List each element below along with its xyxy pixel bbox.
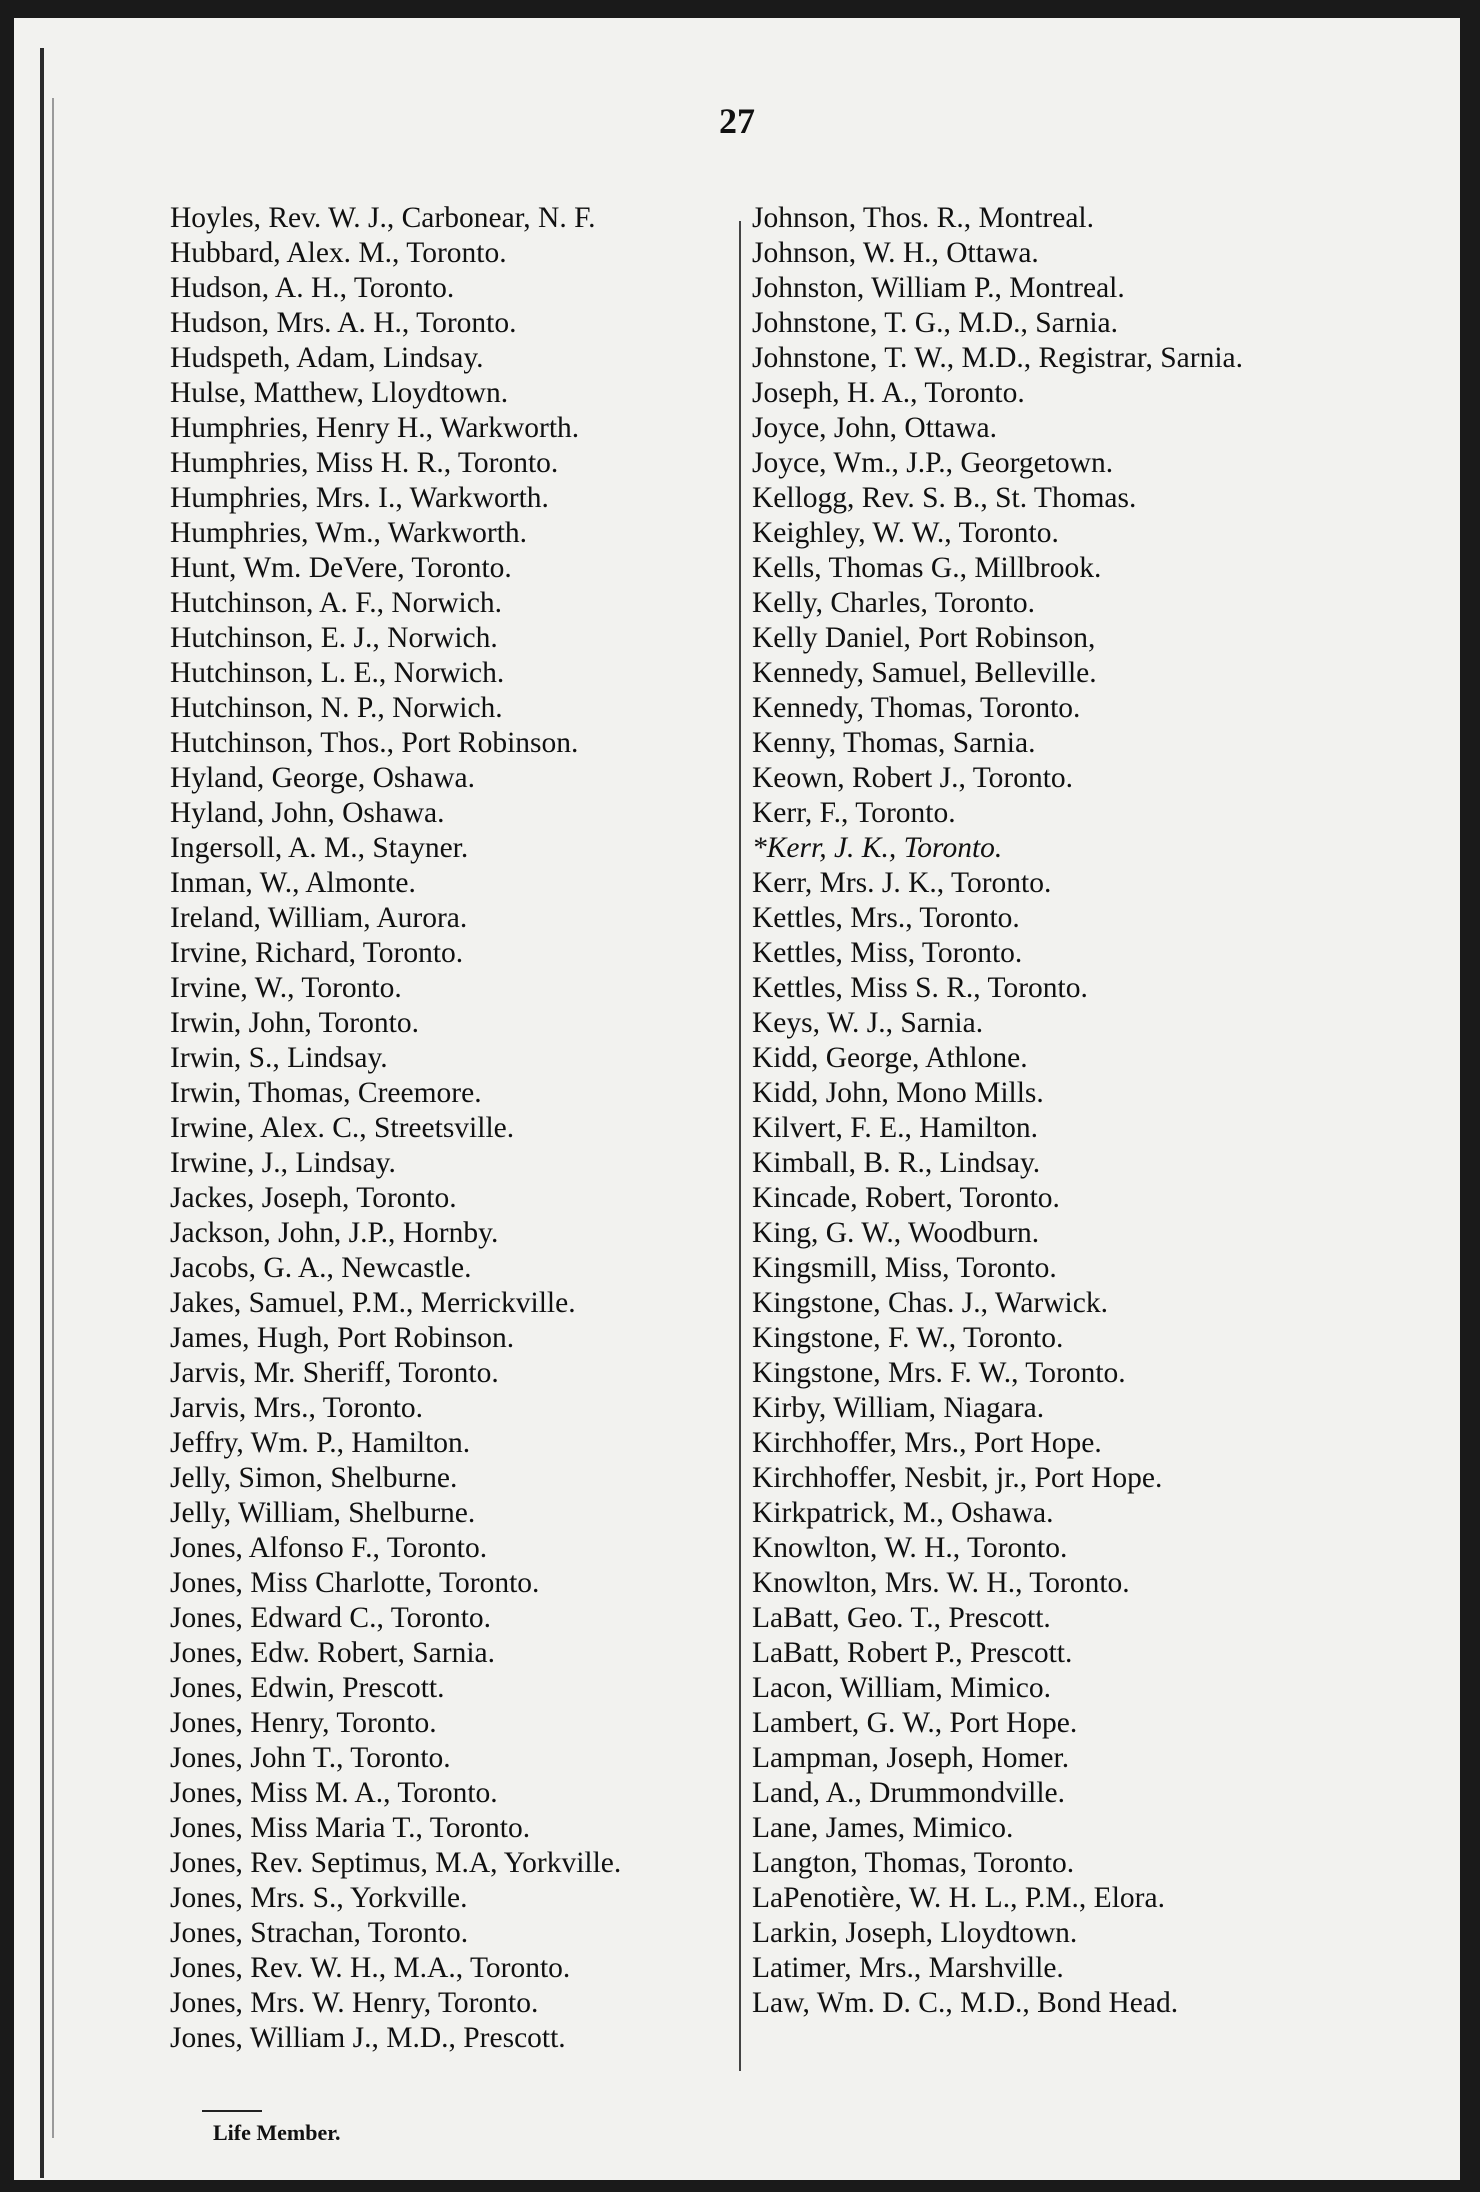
- list-entry: Kingstone, Mrs. F. W., Toronto.: [752, 1357, 1126, 1389]
- list-entry: King, G. W., Woodburn.: [752, 1217, 1040, 1249]
- list-entry: Kelly, Charles, Toronto.: [752, 587, 1036, 619]
- list-entry: Humphries, Wm., Warkworth.: [170, 517, 528, 549]
- list-entry: Land, A., Drummondville.: [752, 1777, 1065, 1809]
- list-entry: Kettles, Mrs., Toronto.: [752, 902, 1020, 934]
- list-entry: Johnstone, T. G., M.D., Sarnia.: [752, 307, 1118, 339]
- list-entry: Joyce, John, Ottawa.: [752, 412, 997, 444]
- list-entry: Humphries, Miss H. R., Toronto.: [170, 447, 559, 479]
- list-entry: Johnstone, T. W., M.D., Registrar, Sarnia.: [752, 342, 1243, 374]
- list-entry: Inman, W., Almonte.: [170, 867, 416, 899]
- list-entry: Kirchhoffer, Mrs., Port Hope.: [752, 1427, 1102, 1459]
- list-entry: Irwine, Alex. C., Streetsville.: [170, 1112, 515, 1144]
- list-entry: Kellogg, Rev. S. B., St. Thomas.: [752, 482, 1137, 514]
- list-entry: Hudspeth, Adam, Lindsay.: [170, 342, 484, 374]
- list-entry: Jeffry, Wm. P., Hamilton.: [170, 1427, 471, 1459]
- list-entry: Jones, Mrs. S., Yorkville.: [170, 1882, 468, 1914]
- list-entry: Jackson, John, J.P., Hornby.: [170, 1217, 499, 1249]
- list-entry: Jones, Edwin, Prescott.: [170, 1672, 445, 1704]
- list-entry: Kingstone, F. W., Toronto.: [752, 1322, 1064, 1354]
- list-entry: Hudson, Mrs. A. H., Toronto.: [170, 307, 517, 339]
- list-entry: Hyland, George, Oshawa.: [170, 762, 476, 794]
- list-entry: Jones, John T., Toronto.: [170, 1742, 451, 1774]
- footnote: Life Member.: [213, 2120, 341, 2145]
- list-entry: Jarvis, Mr. Sheriff, Toronto.: [170, 1357, 499, 1389]
- list-entry: LaBatt, Geo. T., Prescott.: [752, 1602, 1051, 1634]
- list-entry: Hutchinson, Thos., Port Robinson.: [170, 727, 579, 759]
- list-entry: Jakes, Samuel, P.M., Merrickville.: [170, 1287, 576, 1319]
- list-entry: Hubbard, Alex. M., Toronto.: [170, 237, 507, 269]
- left-column-list: [170, 201, 740, 2056]
- list-entry: Lacon, William, Mimico.: [752, 1672, 1051, 1704]
- list-entry: Irvine, W., Toronto.: [170, 972, 402, 1004]
- list-entry: Johnston, William P., Montreal.: [752, 272, 1125, 304]
- list-entry: Jones, Strachan, Toronto.: [170, 1917, 469, 1949]
- list-entry: Kennedy, Samuel, Belleville.: [752, 657, 1097, 689]
- list-entry: Irwin, Thomas, Creemore.: [170, 1077, 482, 1109]
- list-entry: Ingersoll, A. M., Stayner.: [170, 832, 469, 864]
- list-entry: Kerr, F., Toronto.: [752, 797, 956, 829]
- list-entry: Jones, Alfonso F., Toronto.: [170, 1532, 488, 1564]
- list-entry: Joyce, Wm., J.P., Georgetown.: [752, 447, 1114, 479]
- column-divider: [739, 221, 741, 2071]
- list-entry: Kirby, William, Niagara.: [752, 1392, 1045, 1424]
- page-binding-shadow: [52, 98, 54, 2138]
- list-entry: Lane, James, Mimico.: [752, 1812, 1014, 1844]
- right-column-list: [752, 201, 1322, 2021]
- list-entry: Hutchinson, L. E., Norwich.: [170, 657, 505, 689]
- page-binding-edge: [40, 48, 44, 2178]
- list-entry: Jelly, Simon, Shelburne.: [170, 1462, 458, 1494]
- list-entry: Jones, Miss M. A., Toronto.: [170, 1777, 498, 1809]
- list-entry: Irwin, John, Toronto.: [170, 1007, 419, 1039]
- list-entry: *Kerr, J. K., Toronto.: [752, 832, 1003, 864]
- list-entry: Kennedy, Thomas, Toronto.: [752, 692, 1081, 724]
- list-entry: Kingstone, Chas. J., Warwick.: [752, 1287, 1108, 1319]
- list-entry: Johnson, Thos. R., Montreal.: [752, 202, 1094, 234]
- list-entry: Jones, Miss Charlotte, Toronto.: [170, 1567, 540, 1599]
- list-entry: Johnson, W. H., Ottawa.: [752, 237, 1039, 269]
- list-entry: Jones, Edward C., Toronto.: [170, 1602, 492, 1634]
- list-entry: Kettles, Miss, Toronto.: [752, 937, 1023, 969]
- list-entry: Irwin, S., Lindsay.: [170, 1042, 388, 1074]
- list-entry: Kenny, Thomas, Sarnia.: [752, 727, 1036, 759]
- list-entry: Kidd, George, Athlone.: [752, 1042, 1028, 1074]
- list-entry: Kelly Daniel, Port Robinson,: [752, 622, 1096, 654]
- list-entry: Kells, Thomas G., Millbrook.: [752, 552, 1102, 584]
- list-entry: Kincade, Robert, Toronto.: [752, 1182, 1060, 1214]
- list-entry: Hutchinson, E. J., Norwich.: [170, 622, 498, 654]
- list-entry: Ireland, William, Aurora.: [170, 902, 468, 934]
- list-entry: Jones, Miss Maria T., Toronto.: [170, 1812, 531, 1844]
- list-entry: Irwine, J., Lindsay.: [170, 1147, 396, 1179]
- list-entry: LaBatt, Robert P., Prescott.: [752, 1637, 1073, 1669]
- list-entry: Law, Wm. D. C., M.D., Bond Head.: [752, 1987, 1179, 2019]
- list-entry: Hyland, John, Oshawa.: [170, 797, 445, 829]
- list-entry: Larkin, Joseph, Lloydtown.: [752, 1917, 1078, 1949]
- list-entry: Joseph, H. A., Toronto.: [752, 377, 1025, 409]
- list-entry: Latimer, Mrs., Marshville.: [752, 1952, 1064, 1984]
- list-entry: Kingsmill, Miss, Toronto.: [752, 1252, 1057, 1284]
- list-entry: Hunt, Wm. DeVere, Toronto.: [170, 552, 512, 584]
- list-entry: Hudson, A. H., Toronto.: [170, 272, 455, 304]
- list-entry: Kirchhoffer, Nesbit, jr., Port Hope.: [752, 1462, 1163, 1494]
- list-entry: Humphries, Mrs. I., Warkworth.: [170, 482, 549, 514]
- list-entry: Jacobs, G. A., Newcastle.: [170, 1252, 472, 1284]
- list-entry: Keys, W. J., Sarnia.: [752, 1007, 984, 1039]
- list-entry: Keown, Robert J., Toronto.: [752, 762, 1074, 794]
- list-entry: Jones, Rev. Septimus, M.A, Yorkville.: [170, 1847, 622, 1879]
- list-entry: Hoyles, Rev. W. J., Carbonear, N. F.: [170, 202, 596, 234]
- list-entry: Kilvert, F. E., Hamilton.: [752, 1112, 1039, 1144]
- list-entry: Hutchinson, N. P., Norwich.: [170, 692, 503, 724]
- list-entry: Jones, Rev. W. H., M.A., Toronto.: [170, 1952, 571, 1984]
- list-entry: Jones, Mrs. W. Henry, Toronto.: [170, 1987, 539, 2019]
- list-entry: James, Hugh, Port Robinson.: [170, 1322, 515, 1354]
- page-number: 27: [719, 101, 755, 141]
- list-entry: Knowlton, W. H., Toronto.: [752, 1532, 1068, 1564]
- book-page: [14, 18, 1460, 2180]
- footnote-rule: [202, 2110, 262, 2112]
- list-entry: Hutchinson, A. F., Norwich.: [170, 587, 502, 619]
- list-entry: Kettles, Miss S. R., Toronto.: [752, 972, 1088, 1004]
- list-entry: Humphries, Henry H., Warkworth.: [170, 412, 580, 444]
- list-entry: Kirkpatrick, M., Oshawa.: [752, 1497, 1054, 1529]
- list-entry: Kimball, B. R., Lindsay.: [752, 1147, 1041, 1179]
- list-entry: Jones, Henry, Toronto.: [170, 1707, 437, 1739]
- list-entry: Lampman, Joseph, Homer.: [752, 1742, 1070, 1774]
- list-entry: Kidd, John, Mono Mills.: [752, 1077, 1044, 1109]
- list-entry: Jones, William J., M.D., Prescott.: [170, 2022, 566, 2054]
- list-entry: LaPenotière, W. H. L., P.M., Elora.: [752, 1882, 1165, 1914]
- list-entry: Jackes, Joseph, Toronto.: [170, 1182, 457, 1214]
- list-entry: Jarvis, Mrs., Toronto.: [170, 1392, 424, 1424]
- list-entry: Langton, Thomas, Toronto.: [752, 1847, 1075, 1879]
- list-entry: Kerr, Mrs. J. K., Toronto.: [752, 867, 1052, 899]
- list-entry: Irvine, Richard, Toronto.: [170, 937, 464, 969]
- list-entry: Keighley, W. W., Toronto.: [752, 517, 1059, 549]
- list-entry: Lambert, G. W., Port Hope.: [752, 1707, 1078, 1739]
- list-entry: Hulse, Matthew, Lloydtown.: [170, 377, 509, 409]
- list-entry: Knowlton, Mrs. W. H., Toronto.: [752, 1567, 1130, 1599]
- list-entry: Jelly, William, Shelburne.: [170, 1497, 476, 1529]
- list-entry: Jones, Edw. Robert, Sarnia.: [170, 1637, 495, 1669]
